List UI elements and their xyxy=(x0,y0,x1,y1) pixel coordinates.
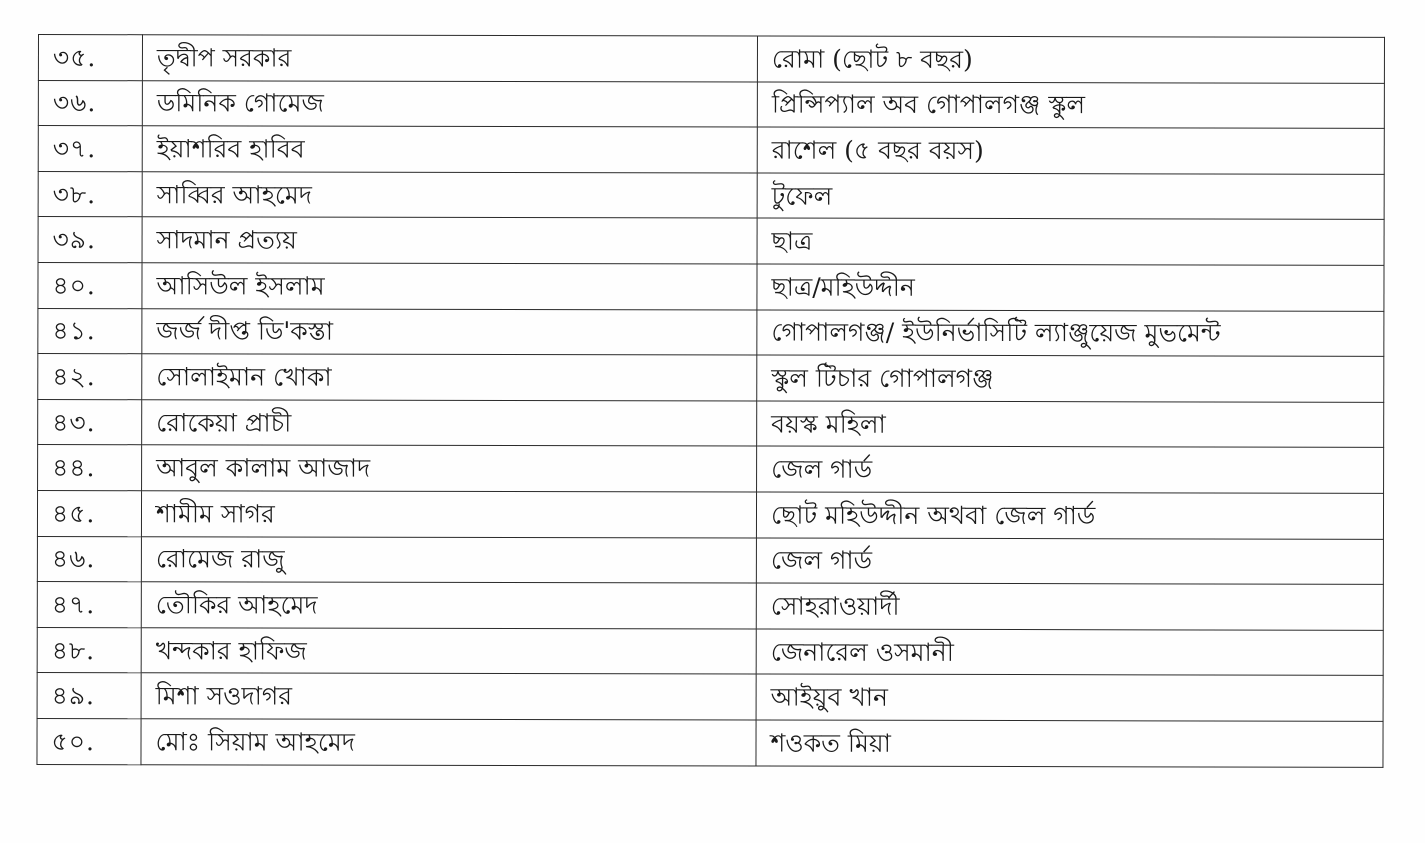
actor-name-cell: জর্জ দীপ্ত ডি'কস্তা xyxy=(142,308,757,355)
table-row xyxy=(38,354,1384,402)
actor-name-cell: খন্দকার হাফিজ xyxy=(141,627,756,674)
table-row xyxy=(38,217,1384,265)
role-cell: গোপালগঞ্জ/ ইউনির্ভাসিটি ল্যাঞ্জুয়েজ মুভমেন্ট xyxy=(757,310,1384,357)
role-cell: স্কুল টিচার গোপালগঞ্জ xyxy=(757,355,1384,402)
serial-number-cell: ৪৩. xyxy=(38,399,142,445)
table-row xyxy=(37,627,1383,675)
role-cell: শওকত মিয়া xyxy=(756,720,1383,767)
actor-name-cell: মিশা সওদাগর xyxy=(141,673,756,720)
role-cell: সোহরাওয়ার্দী xyxy=(756,583,1383,630)
role-cell: জেল গার্ড xyxy=(756,538,1383,585)
role-cell: ছাত্র xyxy=(757,218,1384,265)
actor-name-cell: সোলাইমান খোকা xyxy=(142,354,757,401)
role-cell: বয়স্ক মহিলা xyxy=(757,401,1384,448)
actor-name-cell: আবুল কালাম আজাদ xyxy=(142,445,757,492)
actor-name-cell: তৃদ্বীপ সরকার xyxy=(142,35,757,82)
cast-table xyxy=(36,34,1385,767)
table-row xyxy=(38,445,1384,493)
actor-name-cell: সাব্বির আহমেদ xyxy=(142,171,757,218)
serial-number-cell: ৩৫. xyxy=(38,35,142,81)
table-row xyxy=(38,80,1384,128)
actor-name-cell: রোমেজ রাজু xyxy=(141,536,756,583)
table-row xyxy=(37,490,1383,538)
actor-name-cell: আসিউল ইসলাম xyxy=(142,263,757,310)
serial-number-cell: ৪০. xyxy=(38,262,142,308)
serial-number-cell: ৩৭. xyxy=(38,126,142,172)
role-cell: রাশেল (৫ বছর বয়স) xyxy=(757,127,1384,174)
role-cell: টুফেল xyxy=(757,173,1384,220)
role-cell: ছোট মহিউদ্দীন অথবা জেল গার্ড xyxy=(756,492,1383,539)
serial-number-cell: ৪৮. xyxy=(37,627,141,673)
serial-number-cell: ৪৫. xyxy=(37,490,141,536)
role-cell: প্রিন্সিপ্যাল অব গোপালগঞ্জ স্কুল xyxy=(757,82,1384,129)
role-cell: জেনারেল ওসমানী xyxy=(756,629,1383,676)
table-row xyxy=(37,536,1383,584)
table-row xyxy=(37,582,1383,630)
serial-number-cell: ৩৬. xyxy=(38,80,142,126)
table-row xyxy=(38,35,1384,83)
cast-table-body xyxy=(37,35,1385,767)
serial-number-cell: ৫০. xyxy=(37,718,141,764)
serial-number-cell: ৪১. xyxy=(38,308,142,354)
table-row xyxy=(38,171,1384,219)
table-row xyxy=(38,308,1384,356)
role-cell: রোমা (ছোট ৮ বছর) xyxy=(757,36,1384,83)
actor-name-cell: শামীম সাগর xyxy=(141,491,756,538)
role-cell: ছাত্র/মহিউদ্দীন xyxy=(757,264,1384,311)
serial-number-cell: ৩৯. xyxy=(38,217,142,263)
actor-name-cell: সাদমান প্রত্যয় xyxy=(142,217,757,264)
role-cell: জেল গার্ড xyxy=(757,446,1384,493)
actor-name-cell: তৌকির আহমেদ xyxy=(141,582,756,629)
actor-name-cell: রোকেয়া প্রাচী xyxy=(142,399,757,446)
actor-name-cell: ডমিনিক গোমেজ xyxy=(142,80,757,127)
actor-name-cell: মোঃ সিয়াম আহমেদ xyxy=(141,719,756,766)
role-cell: আইয়ুব খান xyxy=(756,674,1383,721)
table-row xyxy=(38,399,1384,447)
serial-number-cell: ৪৭. xyxy=(37,582,141,628)
serial-number-cell: ৪৬. xyxy=(37,536,141,582)
table-row xyxy=(38,262,1384,310)
table-row xyxy=(37,718,1383,766)
serial-number-cell: ৪২. xyxy=(38,354,142,400)
serial-number-cell: ৪৪. xyxy=(38,445,142,491)
serial-number-cell: ৩৮. xyxy=(38,171,142,217)
table-row xyxy=(37,673,1383,721)
table-row xyxy=(38,126,1384,174)
serial-number-cell: ৪৯. xyxy=(37,673,141,719)
actor-name-cell: ইয়াশরিব হাবিব xyxy=(142,126,757,173)
